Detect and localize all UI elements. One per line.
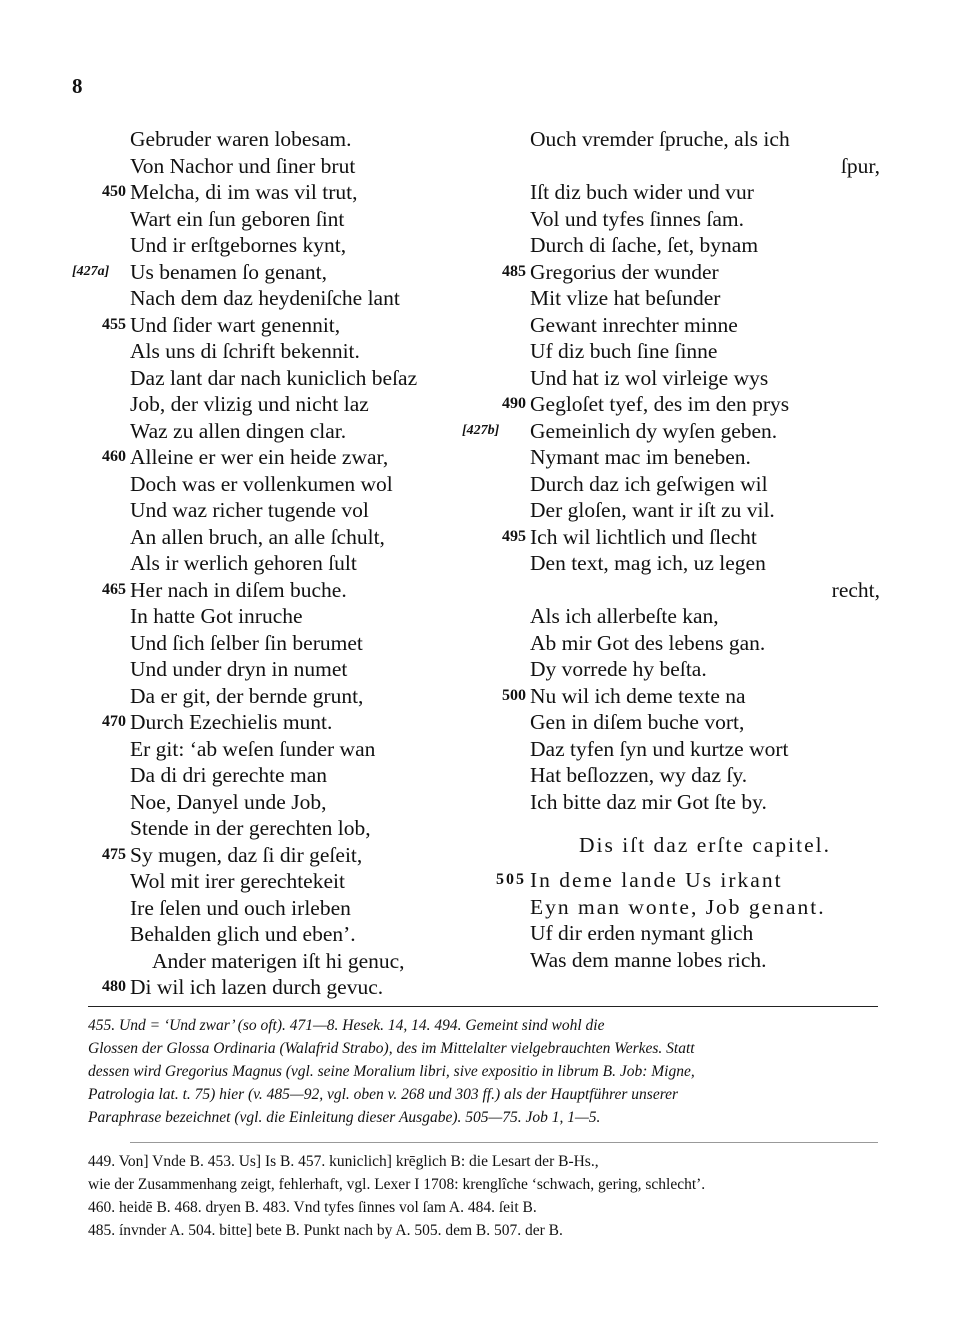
line-number: 480: [102, 978, 126, 995]
verse-line: [130, 206, 490, 233]
verse-line: [130, 126, 490, 153]
verse-line: [130, 524, 490, 551]
verse-text: Da er git, der bernde grunt,: [130, 683, 364, 708]
verse-line: [130, 656, 490, 683]
verse-line: [530, 789, 880, 816]
verse-line: [530, 709, 880, 736]
verse-line: [130, 815, 490, 842]
line-number: 485: [502, 262, 526, 280]
verse-line: [530, 365, 880, 392]
verse-text: Alleine er wer ein heide zwar,: [130, 445, 389, 469]
verse-text: Her nach in diſem buche.: [130, 577, 347, 602]
verse-line: [502, 391, 880, 418]
verse-text: Durch di ſache, ſet, bynam: [530, 233, 759, 257]
verse-line: [130, 921, 490, 948]
verse-text: Als uns di ſchrift bekennit.: [130, 339, 360, 363]
verse-text: Hat beſlozzen, wy daz ſy.: [530, 763, 748, 787]
line-number: 500: [502, 686, 526, 704]
verse-text: Daz lant dar nach kuniclich beſaz: [130, 365, 418, 390]
verse-line: [130, 736, 490, 763]
verse-text: Wol mit irer gerechtekeit: [130, 869, 345, 893]
line-number: 470: [102, 713, 126, 730]
verse-line: [102, 312, 490, 339]
verse-line: [530, 630, 880, 657]
commentary-line: 455. Und = ‘Und zwar’ (so oft). 471—8. Hesek. 14, 14. 494. Gemeint sind wohl die: [88, 1017, 605, 1034]
verse-text: Und hat iz wol virleige wys: [530, 365, 769, 390]
verse-text: Gewant inrechter minne: [530, 312, 738, 337]
verse-text: Iſt diz buch wider und vur: [530, 180, 754, 204]
verse-line: [130, 365, 490, 392]
verse-line: [530, 232, 880, 259]
verse-line: [130, 868, 490, 895]
verse-text: Behalden glich und eben’.: [130, 922, 356, 946]
verse-text: Wart ein ſun geboren ſint: [130, 206, 345, 231]
verse-text: Und ir erſtgebornes kynt,: [130, 233, 347, 257]
verse-line: [502, 524, 880, 551]
verse-line: [530, 736, 880, 763]
verse-text: Uf diz buch ſine ſinne: [530, 339, 718, 363]
verse-line: [530, 656, 880, 683]
verse-line: [130, 630, 490, 657]
verse-text: Us benamen ſo genant,: [130, 259, 328, 284]
verse-text: Ouch vremder ſpruche, als ich: [530, 127, 790, 151]
verse-text: Ab mir Got des lebens gan.: [530, 630, 766, 655]
verse-line: [102, 842, 490, 869]
verse-text: Ich wil lichtlich und ſlecht: [530, 524, 757, 549]
verse-line: [102, 444, 490, 471]
verse-line: [530, 153, 880, 180]
verse-line: [102, 577, 490, 604]
verse-text: Doch was er vollenkumen wol: [130, 471, 393, 496]
verse-line: [130, 550, 490, 577]
verse-text: Mit vlize hat beſunder: [530, 286, 721, 310]
verse-text: recht,: [831, 577, 880, 602]
verse-line: [130, 683, 490, 710]
verse-text: Gen in diſem buche vort,: [530, 710, 745, 734]
verse-text: Gregorius der wunder: [530, 259, 719, 284]
verse-text: Vol und tyfes ſinnes ſam.: [530, 206, 744, 231]
verse-line: [502, 259, 880, 286]
verse-text: Und under dryn in numet: [130, 657, 348, 681]
verse-line: [530, 577, 880, 604]
variant-line: wie der Zusammenhang zeigt, fehlerhaft, vgl. Lexer I 1708: krenglîche ‘schwach, gering, schlecht’.: [88, 1176, 706, 1193]
variant-readings: [88, 1150, 878, 1242]
variant-line: 460. heidē B. 468. dryen B. 483. Vnd tyfes ſinnes vol ſam A. 484. ſeit B.: [88, 1199, 537, 1216]
verse-text: Gebruder waren lobesam.: [130, 127, 352, 151]
line-number: 460: [102, 448, 126, 465]
verse-text: Uf dir erden nymant glich: [530, 921, 754, 945]
verse-line: [130, 948, 490, 975]
verse-text: Da di dri gerechte man: [130, 763, 327, 787]
verse-text: Nach dem daz heydeniſche lant: [130, 286, 400, 310]
verse-text: Den text, mag ich, uz legen: [530, 551, 766, 575]
verse-line: [530, 762, 880, 789]
right-verse-column: [462, 126, 880, 973]
verse-text: Melcha, di im was vil trut,: [130, 180, 358, 204]
verse-text: Er git: ‘ab weſen ſunder wan: [130, 736, 376, 761]
verse-text: Dy vorrede hy beſta.: [530, 657, 707, 681]
footnote-divider: [88, 1006, 878, 1007]
commentary-line: dessen wird Gregorius Magnus (vgl. seine Moralium libri, sive expositio in librum B. Job: Migne,: [88, 1063, 695, 1080]
verse-line: [530, 920, 880, 947]
verse-line: [130, 153, 490, 180]
verse-text: Stende in der gerechten lob,: [130, 816, 371, 840]
verse-text: Was dem manne lobes rich.: [530, 947, 767, 972]
line-number: 455: [102, 315, 126, 333]
verse-text: Noe, Danyel unde Job,: [130, 789, 327, 814]
page-number: 8: [72, 74, 83, 98]
folio-marker: [427a]: [72, 263, 110, 279]
verse-text: Sy mugen, daz ſi dir geſeit,: [130, 842, 363, 867]
verse-text: Und waz richer tugende vol: [130, 498, 369, 522]
verse-text: Ich bitte daz mir Got ſte by.: [530, 789, 767, 814]
verse-line: [130, 338, 490, 365]
verse-text: Der gloſen, want ir iſt zu vil.: [530, 498, 775, 522]
verse-line: [530, 285, 880, 312]
verse-text: Waz zu allen dingen clar.: [130, 418, 347, 443]
verse-line: [130, 762, 490, 789]
verse-line: [462, 418, 880, 445]
verse-line: [502, 683, 880, 710]
verse-line: [130, 471, 490, 498]
verse-line: [530, 444, 880, 471]
verse-line: [102, 179, 490, 206]
verse-text: In deme lande Us irkant: [530, 868, 783, 892]
line-number: 490: [502, 395, 526, 412]
verse-line: [530, 603, 880, 630]
folio-marker: [427b]: [462, 422, 500, 438]
verse-text: Und ſider wart genennit,: [130, 312, 341, 337]
verse-text: An allen bruch, an alle ſchult,: [130, 524, 385, 549]
line-number: 465: [102, 580, 126, 598]
verse-line: [130, 895, 490, 922]
verse-text: Von Nachor und ſiner brut: [130, 153, 356, 178]
verse-text: Als ir werlich gehoren ſult: [130, 551, 357, 575]
verse-text: Nymant mac im beneben.: [530, 445, 751, 469]
verse-text: Als ich allerbeſte kan,: [530, 604, 719, 628]
verse-line: [530, 312, 880, 339]
verse-text: Ander materigen iſt hi genuc,: [152, 948, 405, 973]
verse-line: [530, 471, 880, 498]
verse-text: Durch Ezechielis munt.: [130, 710, 333, 734]
verse-text: Di wil ich lazen durch gevuc.: [130, 975, 384, 999]
verse-text: Nu wil ich deme texte na: [530, 683, 746, 708]
line-number: 475: [102, 845, 126, 863]
line-number: 450: [102, 183, 126, 200]
verse-line: [130, 285, 490, 312]
verse-text: Gemeinlich dy wyſen geben.: [530, 418, 778, 443]
verse-line: [530, 550, 880, 577]
verse-text: Daz tyfen ſyn und kurtze wort: [530, 736, 789, 761]
variants-divider: [130, 1142, 878, 1143]
verse-line: [496, 867, 880, 894]
line-number: 495: [502, 527, 526, 545]
verse-text: In hatte Got inruche: [130, 604, 303, 628]
verse-line: [102, 974, 490, 1001]
verse-text: Ire ſelen und ouch irleben: [130, 895, 351, 920]
verse-text: Job, der vlizig und nicht laz: [130, 392, 369, 416]
verse-line: [130, 418, 490, 445]
verse-line: [72, 259, 490, 286]
commentary-notes: [88, 1014, 878, 1129]
commentary-line: Patrologia lat. t. 75) hier (v. 485—92, vgl. oben v. 268 und 303 ff.) als der Hauptführer unserer: [88, 1086, 679, 1103]
verse-line: [530, 206, 880, 233]
commentary-line: Paraphrase bezeichnet (vgl. die Einleitung dieser Ausgabe). 505—75. Job 1, 1—5.: [88, 1109, 601, 1126]
verse-line: [530, 497, 880, 524]
verse-text: ſpur,: [840, 153, 880, 178]
line-number: 505: [496, 871, 526, 888]
verse-line: [530, 947, 880, 974]
verse-line: [530, 894, 880, 921]
commentary-line: Glossen der Glossa Ordinaria (Walafrid Strabo), des im Mittelalter vielgebrauchten Werkes. Statt: [88, 1040, 695, 1057]
verse-text: Dis iſt daz erſte capitel.: [579, 833, 831, 857]
left-verse-column: [72, 126, 490, 1001]
verse-line: [102, 709, 490, 736]
verse-line: [130, 789, 490, 816]
verse-line: [130, 497, 490, 524]
variant-line: 449. Von] Vnde B. 453. Us] Is B. 457. kuniclich] krēglich B: die Lesart der B-Hs.,: [88, 1153, 599, 1170]
verse-text: Eyn man wonte, Job genant.: [530, 894, 826, 919]
verse-line: [130, 232, 490, 259]
variant-line: 485. ínvnder A. 504. bitte] bete B. Punkt nach by A. 505. dem B. 507. der B.: [88, 1222, 563, 1239]
verse-text: Durch daz ich geſwigen wil: [530, 471, 768, 496]
verse-line: [530, 338, 880, 365]
verse-text: Gegloſet tyef, des im den prys: [530, 392, 790, 416]
verse-line: [530, 179, 880, 206]
verse-line: [130, 391, 490, 418]
verse-line: [130, 603, 490, 630]
chapter-heading: [530, 815, 880, 867]
verse-text: Und ſich ſelber ſin berumet: [130, 630, 363, 655]
verse-line: [530, 126, 880, 153]
